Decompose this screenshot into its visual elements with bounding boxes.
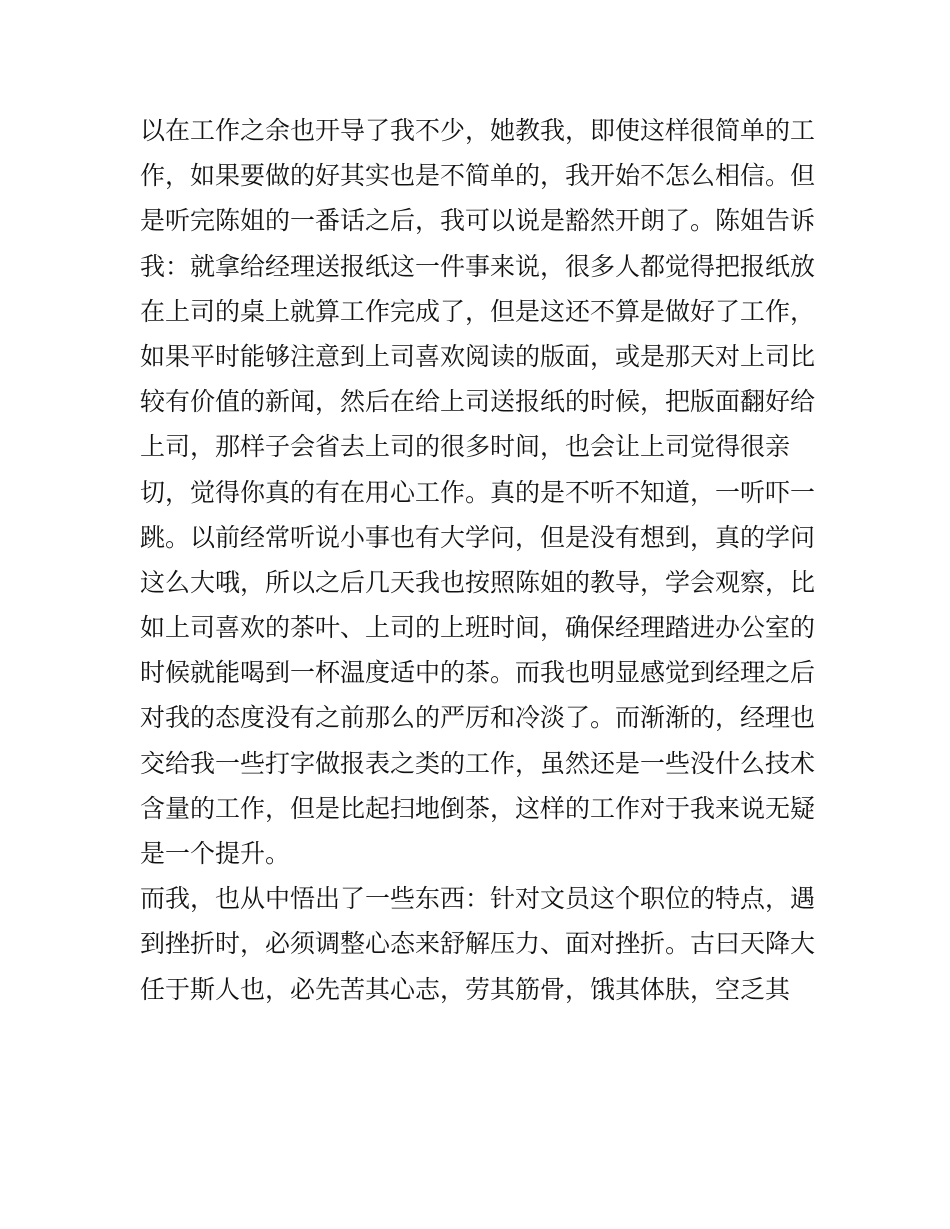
text-line: 如果平时能够注意到上司喜欢阅读的版面，或是那天对上司比 [140,341,816,371]
text-line: 作，如果要做的好其实也是不简单的，我开始不怎么相信。但 [140,161,816,191]
body-text [140,108,820,1012]
text-line: 是一个提升。 [140,839,291,868]
text-line: 上司，那样子会省去上司的很多时间，也会让上司觉得很亲 [140,432,791,462]
paragraph-start-line: 而我，也从中悟出了一些东西：针对文员这个职位的特点，遇 [140,884,816,914]
text-line: 对我的态度没有之前那么的严厉和冷淡了。而渐渐的，经理也 [140,703,816,733]
text-line: 交给我一些打字做报表之类的工作，虽然还是一些没什么技术 [140,748,816,778]
text-line: 较有价值的新闻，然后在给上司送报纸的时候，把版面翻好给 [140,387,816,417]
text-line: 时候就能喝到一杯温度适中的茶。而我也明显感觉到经理之后 [140,658,816,688]
text-line: 任于斯人也，必先苦其心志，劳其筋骨，饿其体肤，空乏其 [140,974,791,1004]
text-line: 切，觉得你真的有在用心工作。真的是不听不知道，一听吓一 [140,477,816,507]
text-line: 是听完陈姐的一番话之后，我可以说是豁然开朗了。陈姐告诉 [140,206,816,236]
text-line: 跳。以前经常听说小事也有大学问，但是没有想到，真的学问 [140,522,816,552]
text-line: 含量的工作，但是比起扫地倒茶，这样的工作对于我来说无疑 [140,793,816,823]
text-line: 以在工作之余也开导了我不少，她教我，即使这样很简单的工 [140,116,816,145]
text-line: 如上司喜欢的茶叶、上司的上班时间，确保经理踏进办公室的 [140,613,816,643]
text-line: 在上司的桌上就算工作完成了，但是这还不算是做好了工作， [140,296,816,326]
text-line: 到挫折时，必须调整心态来舒解压力、面对挫折。古曰天降大 [140,929,816,959]
text-line: 我：就拿给经理送报纸这一件事来说，很多人都觉得把报纸放 [140,251,816,281]
text-line: 这么大哦，所以之后几天我也按照陈姐的教导，学会观察，比 [140,567,816,597]
